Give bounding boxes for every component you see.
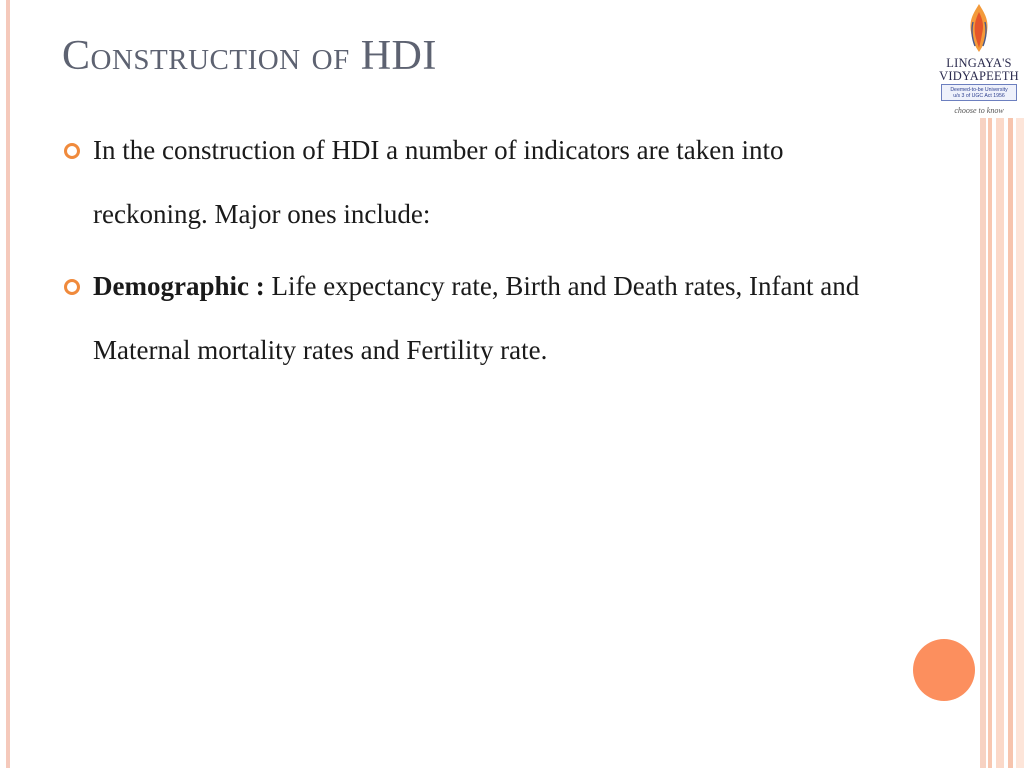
- logo-line1: LINGAYA'S: [946, 56, 1012, 70]
- bullet-text: Life expectancy rate, Birth and Death rates, Infant and Maternal mortality rates and Fertility rate.: [93, 271, 860, 365]
- bullet-ring-icon: [64, 279, 80, 295]
- decorative-orange-circle: [913, 639, 975, 701]
- university-logo: [936, 2, 1022, 118]
- logo-badge-line2: u/s 3 of UGC Act 1956: [953, 93, 1005, 99]
- flame-icon: [963, 2, 995, 54]
- logo-tagline: choose to know: [954, 106, 1004, 115]
- bullet-item: [62, 118, 892, 246]
- bullet-ring-icon: [64, 143, 80, 159]
- right-decorative-stripes: [980, 118, 1024, 768]
- slide-title: Construction of HDI: [62, 33, 437, 79]
- logo-name: [936, 57, 1022, 83]
- stripe: [980, 118, 986, 768]
- logo-line2: VIDYAPEETH: [939, 69, 1019, 83]
- logo-badge-line1: Deemed-to-be University: [950, 87, 1008, 93]
- bullet-list: [62, 118, 892, 390]
- stripe: [988, 118, 992, 768]
- stripe: [996, 118, 1004, 768]
- bullet-item: [62, 254, 892, 382]
- bullet-text: In the construction of HDI a number of indicators are taken into reckoning. Major ones include:: [93, 135, 784, 229]
- stripe: [1016, 118, 1024, 768]
- logo-badge: [941, 84, 1017, 101]
- left-border-stripe: [6, 0, 10, 768]
- bullet-bold-label: Demographic :: [93, 271, 265, 301]
- stripe: [1008, 118, 1013, 768]
